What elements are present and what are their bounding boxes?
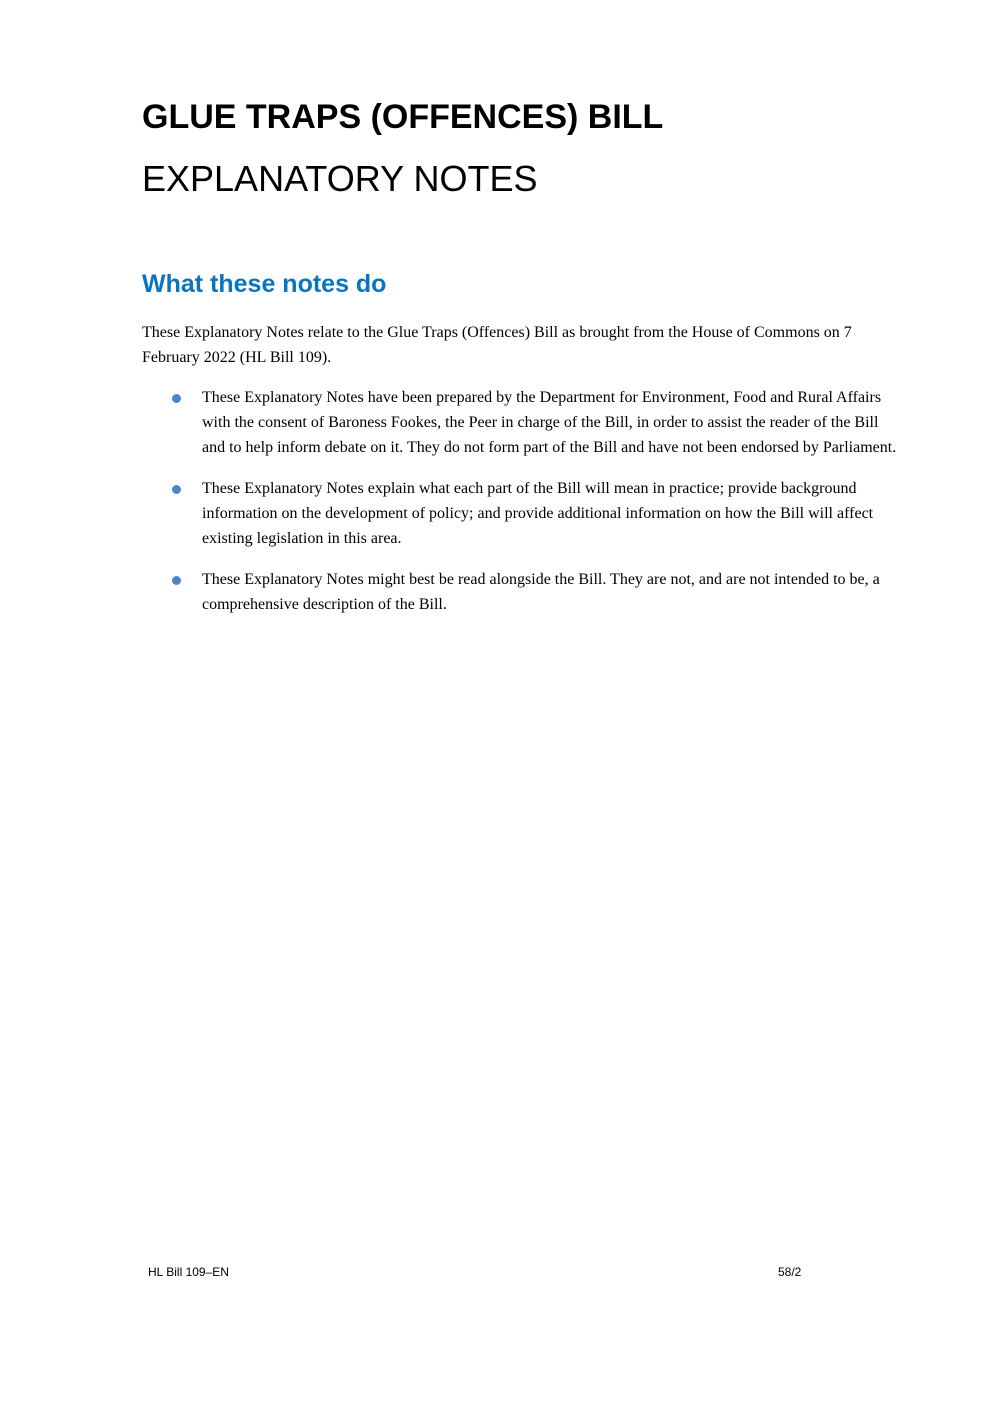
- footer-bill-reference: HL Bill 109–EN: [148, 1265, 229, 1279]
- bullet-dot-icon: [172, 576, 181, 585]
- bullet-text: These Explanatory Notes might best be read alongside the Bill. They are not, and are not intended to be, a comprehensive description of the Bill.: [202, 571, 880, 613]
- bullet-list: [142, 385, 902, 633]
- footer-page-code: 58/2: [778, 1265, 802, 1279]
- bullet-item: [142, 385, 902, 460]
- bullet-dot-icon: [172, 485, 181, 494]
- section-heading: What these notes do: [142, 270, 387, 298]
- bullet-text: These Explanatory Notes explain what each part of the Bill will mean in practice; provide background information on the development of policy; and provide additional information on how the Bill will affect existing legislation in this area.: [202, 480, 874, 547]
- document-subtitle: EXPLANATORY NOTES: [142, 158, 538, 199]
- bullet-text: These Explanatory Notes have been prepared by the Department for Environment, Food and Rural Affairs with the consent of Baroness Fookes, the Peer in charge of the Bill, in order to assist the reader of the Bill and to help inform debate on it. They do not form part of the Bill and have not been endorsed by Parliament.: [202, 389, 897, 456]
- bullet-item: [142, 476, 902, 551]
- bullet-item: [142, 567, 902, 617]
- bullet-dot-icon: [172, 394, 181, 403]
- intro-paragraph: These Explanatory Notes relate to the Glue Traps (Offences) Bill as brought from the House of Commons on 7 February 2022 (HL Bill 109).: [142, 324, 852, 366]
- document-title: GLUE TRAPS (OFFENCES) BILL: [142, 98, 664, 136]
